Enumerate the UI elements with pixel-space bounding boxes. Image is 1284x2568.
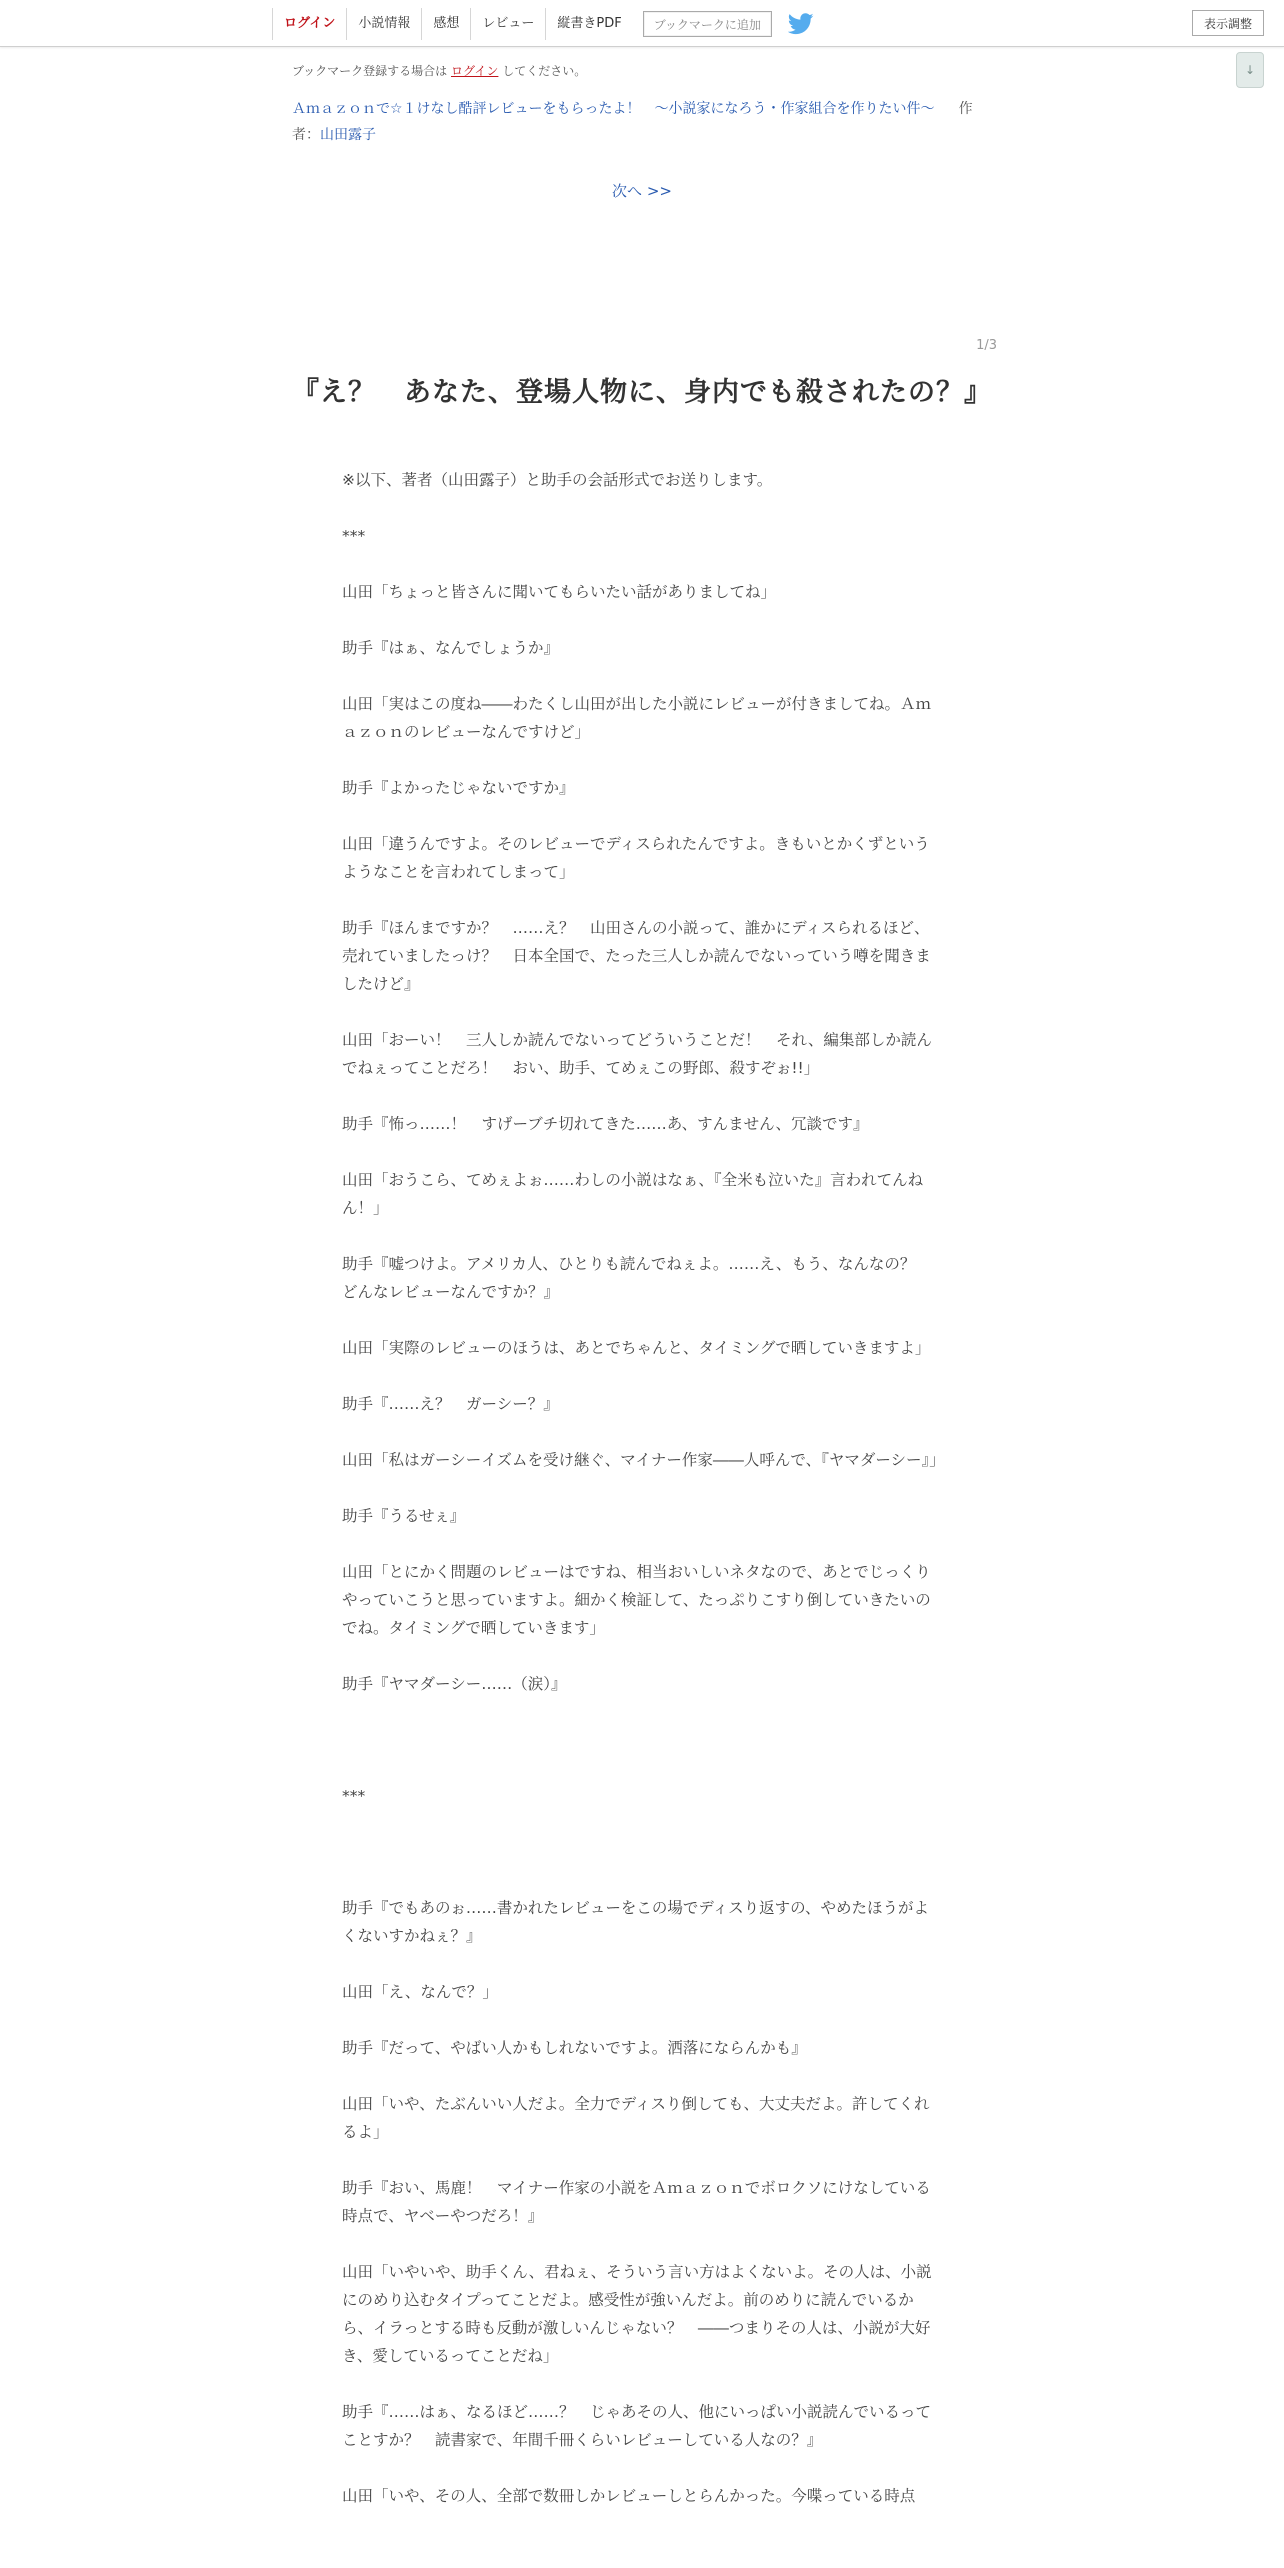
body-paragraph: 助手『ヤマダーシー……（涙）』: [342, 1675, 567, 1693]
body-paragraph: ***: [342, 1787, 366, 1805]
twitter-bird-icon[interactable]: [788, 13, 814, 35]
body-paragraph: 山田「え、なんで？」: [342, 1983, 498, 2001]
notice-text-after: してください。: [502, 64, 587, 78]
next-page-anchor[interactable]: 次へ >>: [612, 182, 672, 200]
body-paragraph: 助手『でもあのぉ……書かれたレビューをこの場でディスり返すの、やめたほうがよくないすかねぇ？』: [342, 1899, 929, 1945]
body-paragraph: ***: [342, 527, 366, 545]
top-navigation-bar: [0, 0, 1284, 47]
next-page-link: [0, 180, 1284, 201]
login-link[interactable]: ログイン: [272, 8, 346, 40]
bookmark-login-notice: [292, 62, 586, 79]
body-paragraph: 助手『うるせぇ』: [342, 1507, 466, 1525]
main-nav: [272, 8, 814, 40]
body-paragraph: 山田「ちょっと皆さんに聞いてもらいたい話がありましてね」: [342, 583, 777, 601]
reviews-link[interactable]: レビュー: [470, 8, 545, 40]
body-paragraph: 助手『……はぁ、なるほど……？ じゃあその人、他にいっぱい小説読んでいるってことすか？ 読書家で、年間千冊くらいレビューしている人なの？』: [342, 2403, 932, 2449]
page-number: 1/3: [976, 338, 997, 353]
body-paragraph: 山田「実はこの度ね――わたくし山田が出した小説にレビューが付きましてね。Ａｍａｚｏｎのレビューなんですけど」: [342, 695, 932, 741]
work-title-link[interactable]: Ａｍａｚｏｎで☆１けなし酷評レビューをもらったよ！ ～小説家になろう・作家組合を作りたい件～: [292, 101, 935, 117]
body-paragraph: 助手『嘘つけよ。アメリカ人、ひとりも読んでねぇよ。……え、もう、なんなの？ どんなレビューなんですか？』: [342, 1255, 931, 1301]
body-paragraph: 助手『だって、やばい人かもしれないですよ。洒落にならんかも』: [342, 2039, 807, 2057]
author-link[interactable]: 山田露子: [320, 127, 376, 143]
novel-info-link[interactable]: 小説情報: [346, 8, 421, 40]
work-title-block: [292, 96, 982, 148]
body-paragraph: 山田「おーい！ 三人しか読んでないってどういうことだ！ それ、編集部しか読んでねぇってことだろ！ おい、助手、てめぇこの野郎、殺すぞぉ!!」: [342, 1031, 932, 1077]
vertical-pdf-link[interactable]: 縦書きPDF: [545, 8, 632, 40]
body-paragraph: 山田「いや、たぶんいい人だよ。全力でディスり倒しても、大丈夫だよ。許してくれるよ」: [342, 2095, 930, 2141]
novel-body-text: [342, 466, 945, 2538]
body-paragraph: ※以下、著者（山田露子）と助手の会話形式でお送りします。: [342, 471, 773, 489]
add-bookmark-button[interactable]: ブックマークに追加: [643, 11, 772, 37]
body-paragraph: 助手『ほんまですか？ ……え？ 山田さんの小説って、誰かにディスられるほど、売れていましたっけ？ 日本全国で、たった三人しか読んでないっていう噂を聞きましたけど』: [342, 919, 931, 993]
body-paragraph: 山田「実際のレビューのほうは、あとでちゃんと、タイミングで晒していきますよ」: [342, 1339, 931, 1357]
body-paragraph: 助手『はぁ、なんでしょうか』: [342, 639, 560, 657]
body-paragraph: 助手『よかったじゃないですか』: [342, 779, 575, 797]
body-paragraph: 山田「おうこら、てめぇよぉ……わしの小説はなぁ、『全米も泣いた』言われてんねん！」: [342, 1171, 924, 1217]
impressions-link[interactable]: 感想: [421, 8, 470, 40]
body-paragraph: 山田「違うんですよ。そのレビューでディスられたんですよ。きもいとかくずというようなことを言われてしまって」: [342, 835, 930, 881]
body-paragraph: 山田「いやいや、助手くん、君ねぇ、そういう言い方はよくないよ。その人は、小説にのめり込むタイプってことだよ。感受性が強いんだよ。前のめりに読んでいるから、イラっとする時も反動が激しいんじゃない？ ――つまりその人は、小説が大好き、愛しているってことだね」: [342, 2263, 932, 2365]
body-paragraph: 助手『怖っ……！ すげーブチ切れてきた……あ、すんません、冗談です』: [342, 1115, 869, 1133]
body-paragraph: 助手『おい、馬鹿！ マイナー作家の小説をＡｍａｚｏｎでボロクソにけなしている時点で、ヤベーやつだろ！』: [342, 2179, 931, 2225]
notice-text-before: ブックマーク登録する場合は: [292, 64, 448, 78]
blank-line: [342, 1726, 942, 1782]
chapter-title: 『え？ あなた、登場人物に、身内でも殺されたの？』: [292, 377, 992, 408]
blank-line: [342, 1838, 942, 1894]
author-label: 作者：: [292, 101, 973, 143]
body-paragraph: 山田「とにかく問題のレビューはですね、相当おいしいネタなので、あとでじっくりやっていこうと思っていますよ。細かく検証して、たっぷりこすり倒していきたいのでね。タイミングで晒していきます」: [342, 1563, 931, 1637]
body-paragraph: 山田「いや、その人、全部で数冊しかレビューしとらんかった。今喋っている時点: [342, 2487, 916, 2505]
body-paragraph: 山田「私はガーシーイズムを受け継ぐ、マイナー作家――人呼んで、『ヤマダーシー』」: [342, 1451, 945, 1469]
display-settings-button[interactable]: 表示調整: [1192, 10, 1264, 36]
scroll-down-button[interactable]: ↓: [1236, 52, 1264, 88]
body-paragraph: 助手『……え？ ガーシー？』: [342, 1395, 559, 1413]
notice-login-link[interactable]: ログイン: [451, 64, 499, 78]
